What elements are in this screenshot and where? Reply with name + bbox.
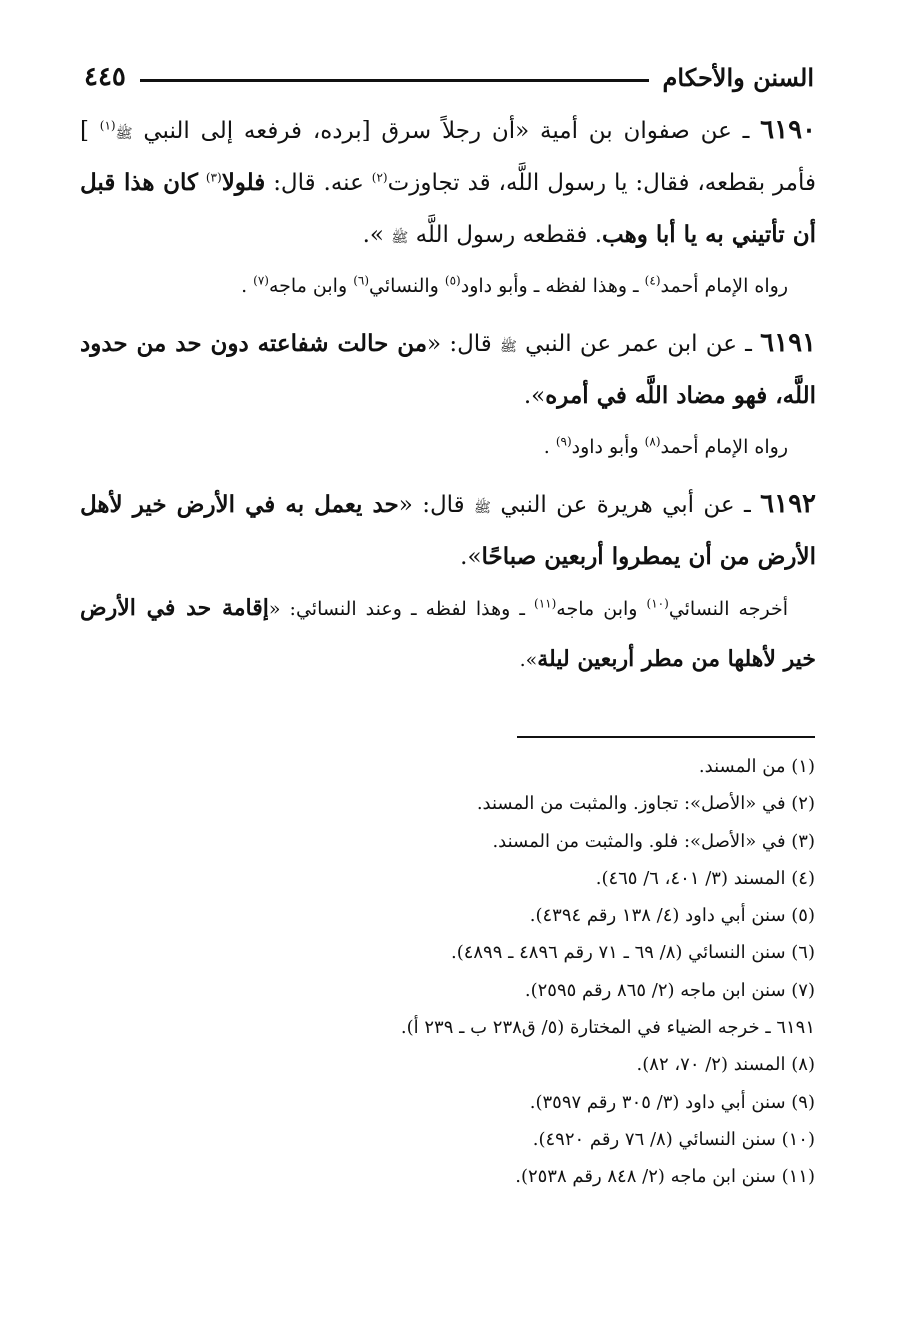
hadith-text: ». (362, 222, 385, 248)
footnote-ref: (٤) (644, 273, 661, 288)
hadith-text: ـ عن ابن عمر عن النبي (525, 331, 752, 357)
footnote-item: (١١) سنن ابن ماجه (٢/ ٨٤٨ رقم ٢٥٣٨). (515, 1166, 815, 1188)
hadith-number: ٦١٩١ (760, 328, 816, 358)
footnote-item: (٧) سنن ابن ماجه (٢/ ٨٦٥ رقم ٢٥٩٥). (524, 979, 815, 1001)
hadith-text: ». (523, 383, 546, 409)
hadith-bold-text: من حالت شفاعته دون حد من حدود اللَّه، فهو مضاد اللَّه في أمره (80, 330, 816, 409)
footnote-ref: (٦) (353, 273, 370, 288)
page-header (84, 62, 814, 92)
footnote-ref: (١٠) (646, 596, 669, 611)
footnote-ref: (٣) (205, 170, 222, 185)
source-text: رواه الإمام أحمد (660, 436, 788, 458)
hadith-6192 (80, 478, 816, 583)
hadith-6192-source (80, 583, 816, 685)
hadith-text: قال: « (398, 492, 465, 518)
source-text: والنسائي (369, 275, 439, 297)
pbuh-ligature: ﷺ (474, 500, 491, 516)
source-text: ـ وهذا لفظه ـ وعند النسائي: « (268, 598, 525, 620)
source-text: ـ وهذا لفظه ـ وأبو داود (460, 275, 639, 297)
source-text: . (241, 275, 248, 297)
footnote-list (175, 748, 815, 1196)
footnote-item: (٥) سنن أبي داود (٤/ ١٣٨ رقم ٤٣٩٤). (529, 905, 815, 927)
hadith-text: ـ عن أبي هريرة عن النبي (500, 492, 751, 518)
source-text: رواه الإمام أحمد (660, 275, 788, 297)
footnote-ref: (٥) (444, 273, 461, 288)
hadith-6190 (80, 104, 816, 261)
hadith-number: ٦١٩٢ (760, 489, 816, 519)
footnote-item: (٨) المسند (٢/ ٧٠، ٨٢). (636, 1054, 815, 1076)
footnote-ref: (٩) (555, 434, 572, 449)
hadith-text: قال: « (427, 331, 492, 357)
footnote-item: ٦١٩١ ـ خرجه الضياء في المختارة (٥/ ق٢٣٨ ب ـ ٢٣٩ أ). (400, 1017, 815, 1039)
hadith-6191-source (80, 422, 816, 472)
source-text: . (543, 436, 550, 458)
page-number: ٤٤٥ (84, 62, 126, 92)
hadith-6191 (80, 317, 816, 422)
footnote-ref: (١١) (534, 596, 557, 611)
hadith-text: عنه. قال: (273, 170, 364, 196)
running-title: السنن والأحكام (662, 62, 814, 92)
pbuh-ligature: ﷺ (115, 126, 133, 142)
header-rule (140, 79, 649, 82)
footnote-item: (١٠) سنن النسائي (٨/ ٧٦ رقم ٤٩٢٠). (532, 1128, 815, 1150)
hadith-text: . فقطعه رسول اللَّه (415, 222, 603, 248)
hadith-bold-text: فلولا (221, 169, 266, 196)
hadith-number: ٦١٩٠ (760, 115, 816, 145)
footnote-separator (517, 736, 815, 738)
hadith-6190-source (80, 261, 816, 311)
hadith-text: ». (460, 544, 482, 570)
hadith-bold-text: حد يعمل به في الأرض خير لأهل الأرض من أن يمطروا أربعين صباحًا (80, 491, 816, 570)
footnotes (175, 736, 815, 1196)
footnote-ref: (٢) (371, 170, 388, 185)
footnote-item: (٤) المسند (٣/ ٤٠١، ٦/ ٤٦٥). (595, 867, 815, 889)
hadith-bold-text: إقامة حد في الأرض خير لأهلها من مطر أربعين ليلة (80, 595, 816, 672)
main-text (80, 104, 816, 685)
footnote-item: (١) من المسند. (698, 756, 815, 777)
hadith-text: ـ عن صفوان بن أمية «أن رجلاً سرق [برده، فرفعه إلى النبي (143, 118, 750, 144)
source-text: أخرجه النسائي (668, 598, 788, 620)
footnote-item: (٣) في «الأصل»: فلو. والمثبت من المسند. (492, 830, 815, 852)
pbuh-ligature: ﷺ (391, 230, 409, 246)
pbuh-ligature: ﷺ (500, 339, 517, 355)
footnote-item: (٦) سنن النسائي (٨/ ٦٩ ـ ٧١ رقم ٤٨٩٦ ـ ٤٨٩٩). (450, 942, 815, 964)
source-text: ». (519, 649, 538, 671)
footnote-ref: (١) (99, 118, 116, 133)
footnote-ref: (٧) (253, 273, 269, 288)
footnote-ref: (٨) (644, 434, 661, 449)
source-text: وأبو داود (571, 436, 639, 458)
footnote-item: (٢) في «الأصل»: تجاوز. والمثبت من المسند. (476, 793, 815, 815)
source-text: وابن ماجه (268, 275, 348, 297)
hadith-text: ] فأمر بقطعه، فقال: يا رسول اللَّه، قد تجاوزت (80, 118, 816, 196)
hadith-bold-text: كان هذا قبل أن تأتيني به يا أبا وهب (80, 169, 816, 248)
footnote-item: (٩) سنن أبي داود (٣/ ٣٠٥ رقم ٣٥٩٧). (529, 1091, 815, 1113)
source-text: وابن ماجه (556, 598, 638, 620)
